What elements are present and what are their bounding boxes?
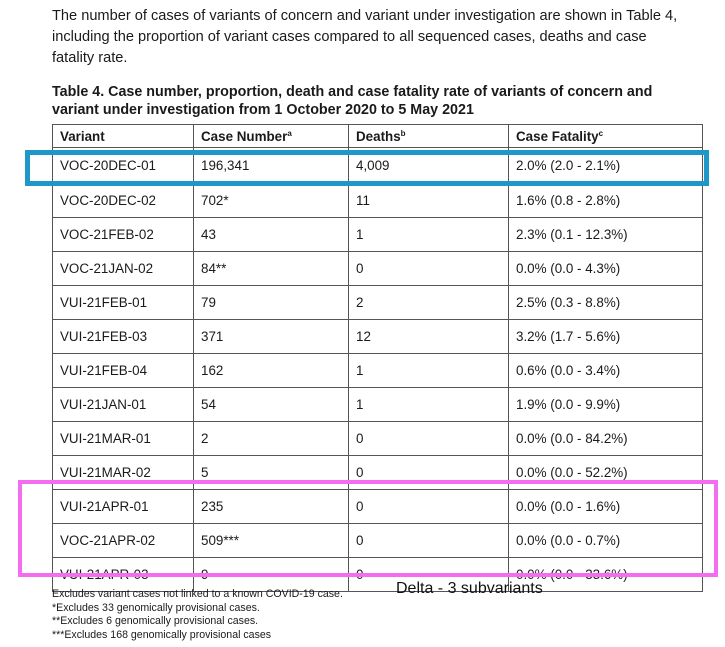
cell-case-number: 2 <box>194 422 349 456</box>
cell-case-number: 196,341 <box>194 148 349 184</box>
cell-case-fatality: 0.0% (0.0 - 1.6%) <box>509 490 703 524</box>
footnotes <box>52 588 392 642</box>
cell-case-number: 5 <box>194 456 349 490</box>
highlight-box-pink <box>18 480 718 577</box>
cell-case-fatality: 3.2% (1.7 - 5.6%) <box>509 320 703 354</box>
footnote: ***Excludes 168 genomically provisional cases <box>52 628 272 641</box>
table-row <box>53 354 703 388</box>
cell-case-number: 371 <box>194 320 349 354</box>
cell-variant: VUI-21FEB-04 <box>53 354 194 388</box>
cell-variant: VOC-20DEC-02 <box>53 184 194 218</box>
cell-case-fatality: 2.5% (0.3 - 8.8%) <box>509 286 703 320</box>
cell-deaths: 0 <box>349 252 509 286</box>
cell-deaths: 2 <box>349 286 509 320</box>
cell-deaths: 0 <box>349 490 509 524</box>
delta-annotation: Delta - 3 subvariants <box>396 580 543 597</box>
cell-case-number: 702* <box>194 184 349 218</box>
cell-case-number: 162 <box>194 354 349 388</box>
table-row <box>53 218 703 252</box>
cell-case-fatality: 0.0% (0.0 - 84.2%) <box>509 422 703 456</box>
cell-variant: VUI-21JAN-01 <box>53 388 194 422</box>
cell-case-number: 43 <box>194 218 349 252</box>
cell-case-number: 84** <box>194 252 349 286</box>
cell-case-fatality: 0.0% (0.0 - 4.3%) <box>509 252 703 286</box>
cell-variant: VOC-20DEC-01 <box>53 148 194 184</box>
cell-case-fatality: 1.6% (0.8 - 2.8%) <box>509 184 703 218</box>
cell-case-number: 9 <box>194 558 349 592</box>
table-row <box>53 286 703 320</box>
table-row <box>53 320 703 354</box>
table-row <box>53 252 703 286</box>
cell-deaths: 0 <box>349 524 509 558</box>
cell-case-fatality: 2.0% (2.0 - 2.1%) <box>509 148 703 184</box>
header-variant: Variant <box>53 125 194 148</box>
cell-deaths: 0 <box>349 456 509 490</box>
cell-variant: VUI-21APR-03 <box>53 558 194 592</box>
cell-case-number: 79 <box>194 286 349 320</box>
cell-deaths: 4,009 <box>349 148 509 184</box>
cell-case-fatality: 0.0% (0.0 - 52.2%) <box>509 456 703 490</box>
intro-paragraph: The number of cases of variants of concern and variant under investigation are shown in Table 4, including the proportion of variant cases compared to all sequenced cases, deaths and case fatality rate. <box>52 8 678 66</box>
cell-deaths: 1 <box>349 388 509 422</box>
cell-variant: VUI-21FEB-03 <box>53 320 194 354</box>
cell-deaths: 1 <box>349 354 509 388</box>
cell-variant: VUI-21MAR-01 <box>53 422 194 456</box>
table-row <box>53 388 703 422</box>
cell-deaths: 0 <box>349 558 509 592</box>
header-case-fatality: Case Fatality$^c$ <box>509 125 703 148</box>
header-deaths: Deaths$^b$ <box>349 125 509 148</box>
cell-deaths: 12 <box>349 320 509 354</box>
table-row <box>53 184 703 218</box>
cell-deaths: 1 <box>349 218 509 252</box>
cell-variant: VUI-21MAR-02 <box>53 456 194 490</box>
footnote: *Excludes 33 genomically provisional cases. <box>52 601 260 614</box>
cell-case-fatality: 0.0% (0.0 - 33.6%) <box>509 558 703 592</box>
cell-case-fatality: 1.9% (0.0 - 9.9%) <box>509 388 703 422</box>
footnote: Excludes variant cases not linked to a known COVID-19 case. <box>52 588 343 600</box>
cell-case-number: 54 <box>194 388 349 422</box>
footnote: **Excludes 6 genomically provisional cases. <box>52 615 259 627</box>
cell-case-number: 235 <box>194 490 349 524</box>
cell-variant: VOC-21FEB-02 <box>53 218 194 252</box>
highlight-box-blue <box>25 150 709 186</box>
cell-variant: VUI-21FEB-01 <box>53 286 194 320</box>
cell-deaths: 11 <box>349 184 509 218</box>
cell-variant: VUI-21APR-01 <box>53 490 194 524</box>
cell-case-fatality: 2.3% (0.1 - 12.3%) <box>509 218 703 252</box>
cell-case-fatality: 0.0% (0.0 - 0.7%) <box>509 524 703 558</box>
table-row <box>53 422 703 456</box>
cell-deaths: 0 <box>349 422 509 456</box>
table-header-row <box>53 125 703 148</box>
header-case-number: Case Number$^a$ <box>194 125 349 148</box>
table-caption: Table 4. Case number, proportion, death and case fatality rate of variants of concern and variant under investigation from 1 October 2020 to 5 May 2021 <box>52 84 653 118</box>
cell-variant: VOC-21JAN-02 <box>53 252 194 286</box>
cell-case-fatality: 0.6% (0.0 - 3.4%) <box>509 354 703 388</box>
cell-case-number: 509*** <box>194 524 349 558</box>
cell-variant: VOC-21APR-02 <box>53 524 194 558</box>
